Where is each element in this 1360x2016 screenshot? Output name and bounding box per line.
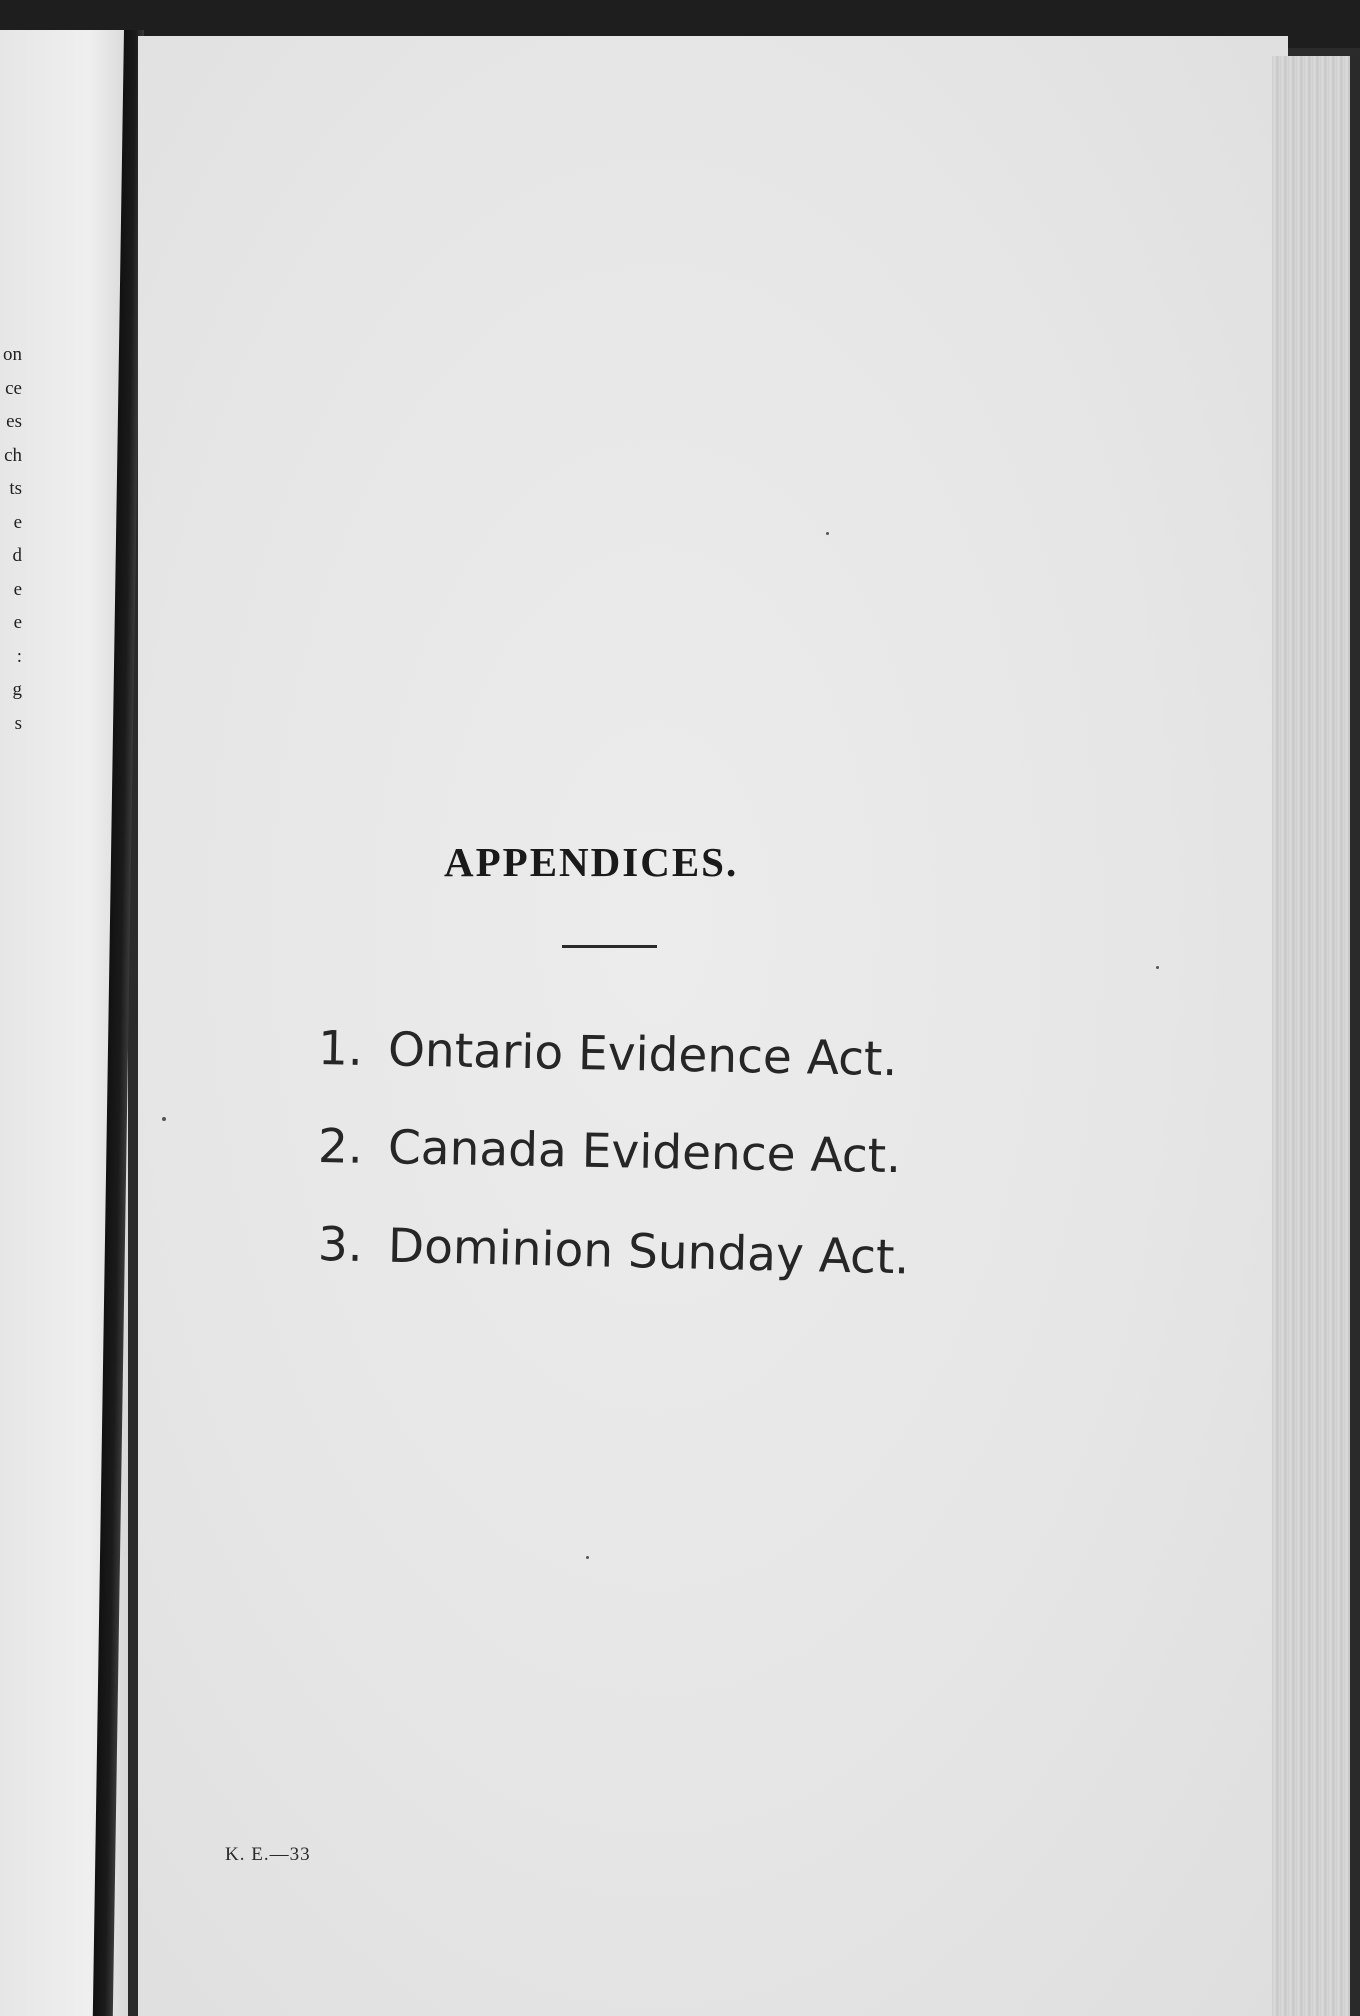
paper-speck [1156,966,1159,969]
previous-page-line-ending: g [12,679,22,700]
paper-speck [162,1117,166,1121]
paper-speck [586,1556,589,1559]
previous-page-line-ending: d [12,545,22,566]
page-edge-stack [1272,56,1360,2016]
paper-speck [826,532,829,535]
printer-signature-mark: K. E.—33 [225,1844,311,1865]
appendix-item [317,1196,939,1308]
appendix-title: Dominion Sunday Act. [387,1218,910,1286]
appendix-item [317,1000,939,1110]
previous-page-line-ending: es [6,411,22,432]
title-rule-divider [562,945,657,948]
previous-page-line-ending: ce [5,377,22,399]
previous-page-line-ending: : [16,645,22,667]
previous-page-line-ending: e [13,511,22,533]
appendix-title: Ontario Evidence Act. [387,1022,898,1088]
appendix-number: 3. [317,1217,364,1274]
previous-page-text-fragments [0,338,22,740]
previous-page-line-ending: e [13,612,22,633]
appendix-item [317,1098,939,1207]
appendix-title: Canada Evidence Act. [387,1120,902,1185]
previous-page-line-ending: e [13,578,22,600]
previous-page-line-ending: on [3,344,22,365]
page-title: APPENDICES. [444,839,739,885]
previous-page-line-ending: ch [4,444,22,466]
appendix-list [318,1000,938,1294]
previous-page-line-ending: s [14,712,22,734]
appendix-number: 1. [317,1021,364,1077]
previous-page-line-ending: ts [9,478,22,499]
appendix-number: 2. [317,1119,364,1175]
